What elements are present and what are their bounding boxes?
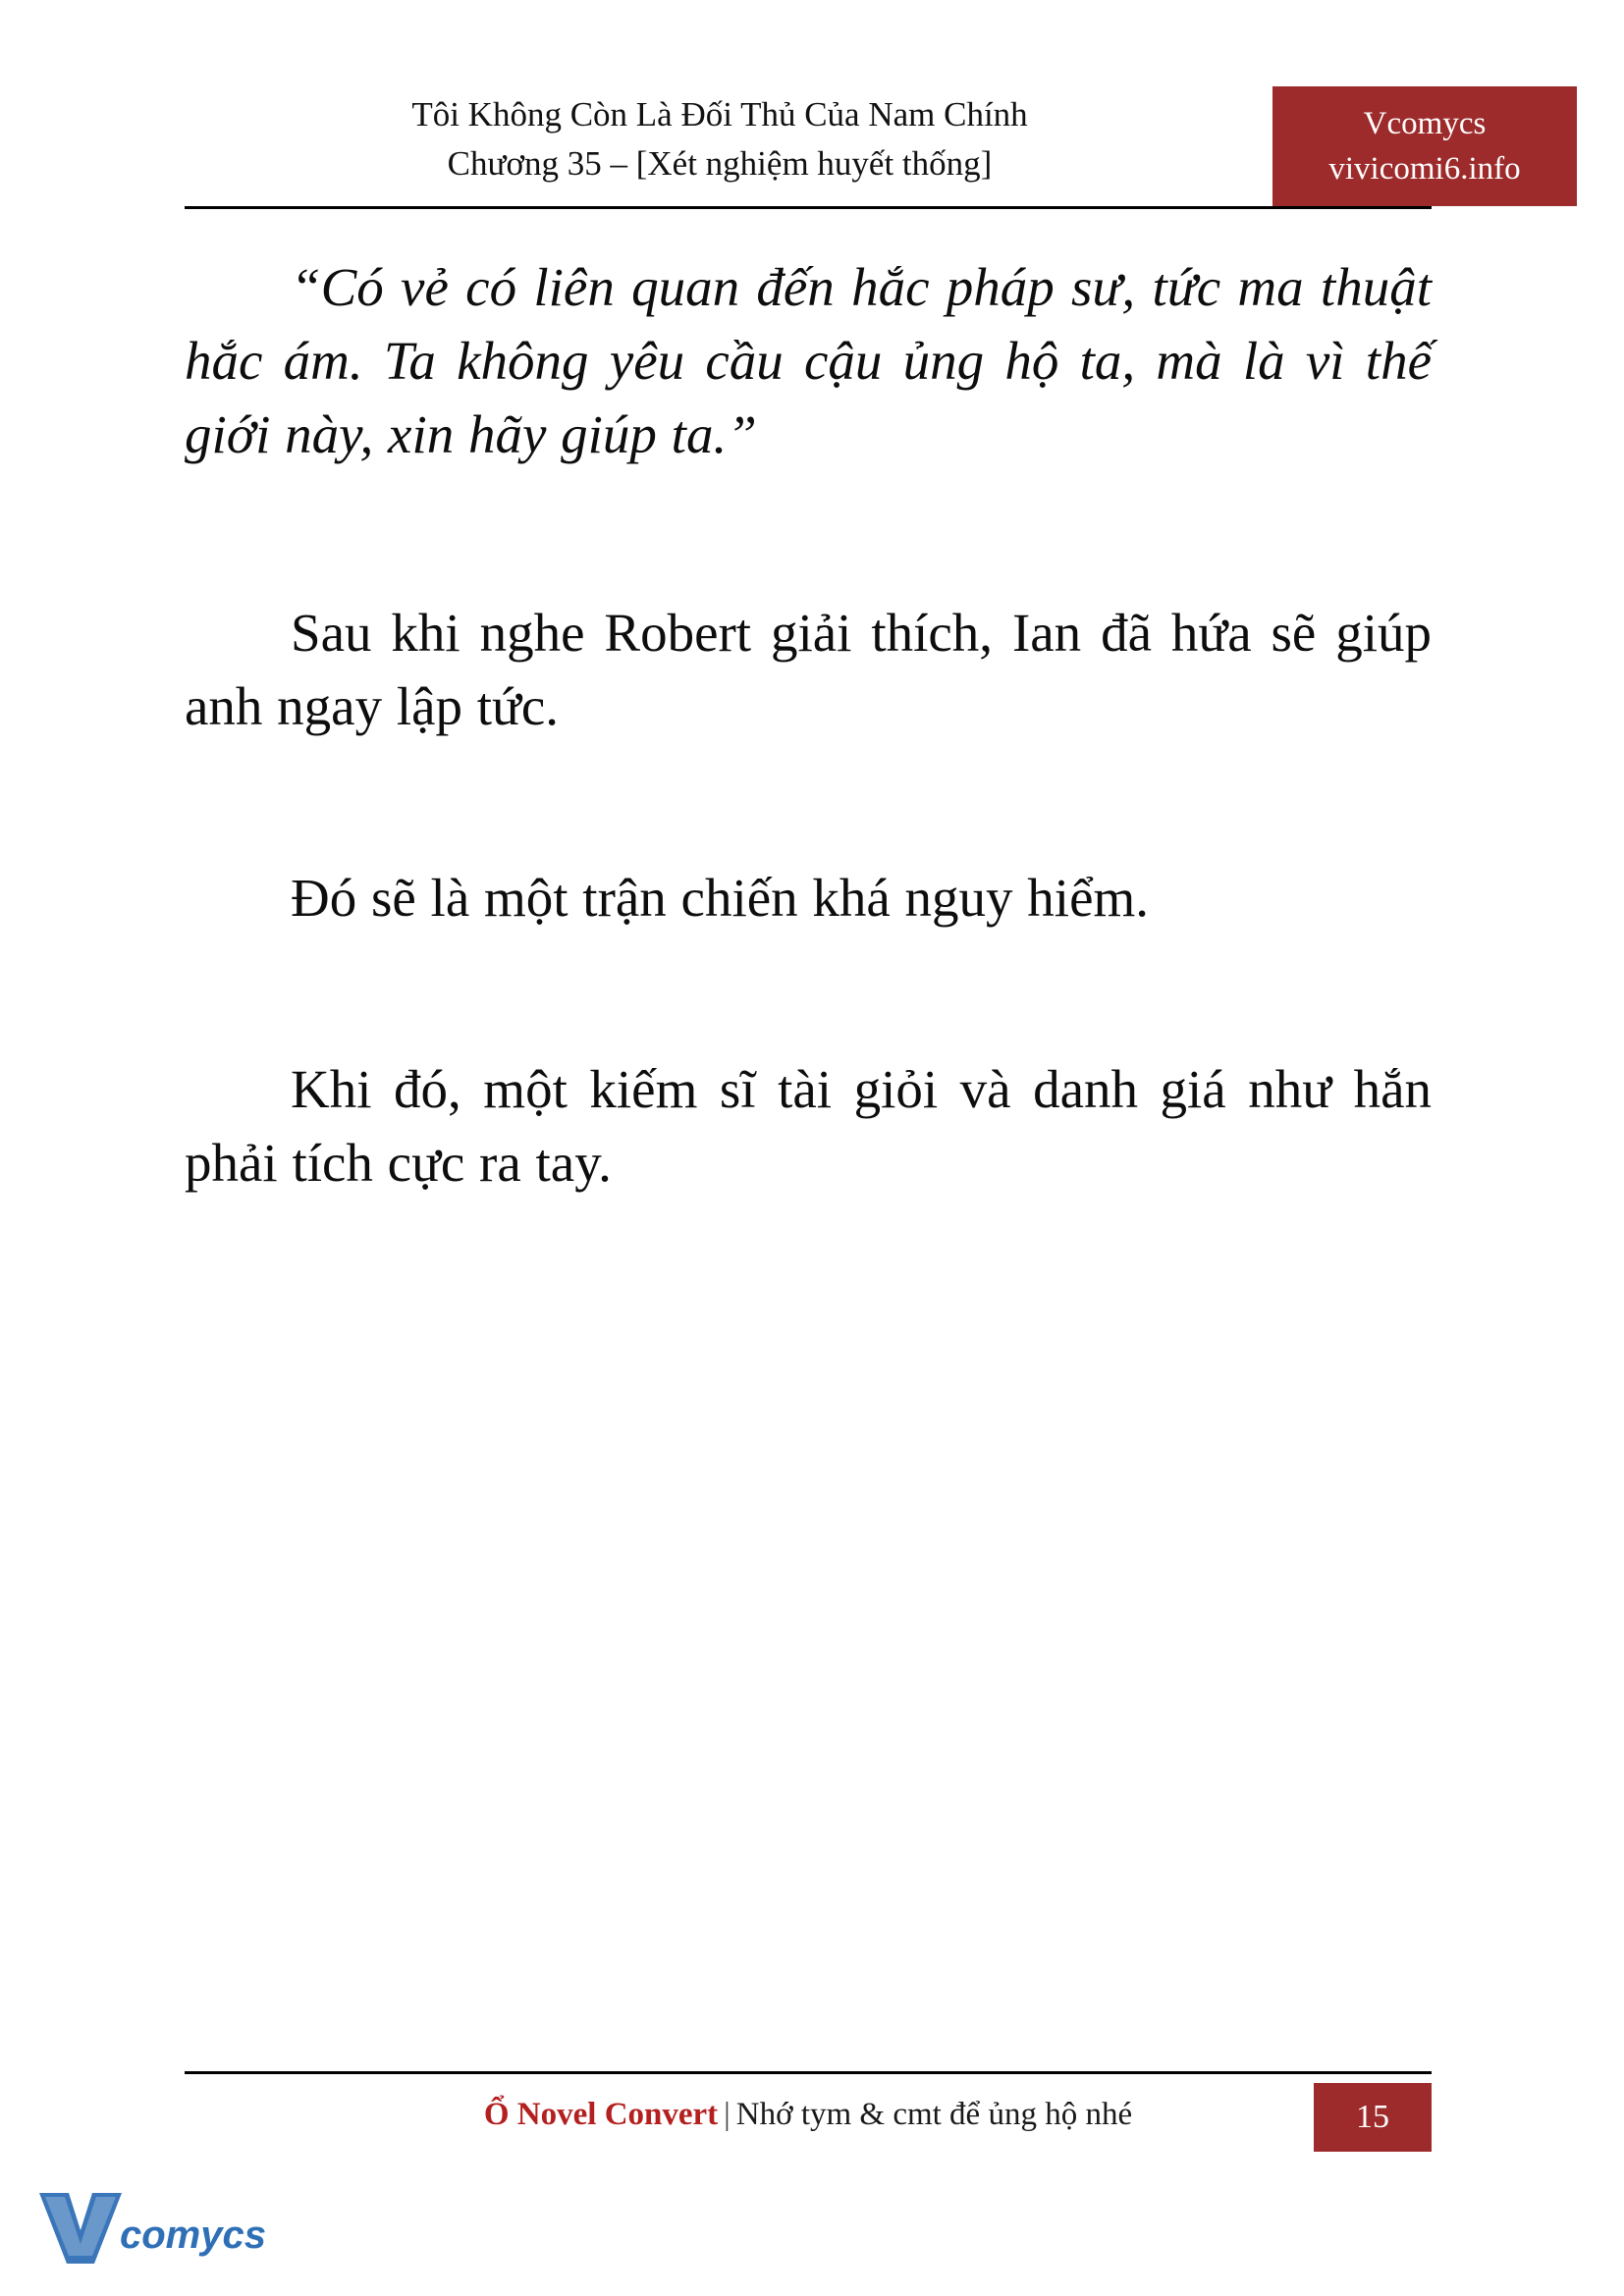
footer-content — [185, 2083, 1432, 2152]
header-chapter-line: Chương 35 – [Xét nghiệm huyết thống] — [447, 143, 993, 183]
page-body — [185, 251, 1432, 1262]
footer-note-row — [185, 2097, 1432, 2133]
svg-text:comycs: comycs — [120, 2214, 266, 2257]
footer-note: Nhớ tym & cmt để ủng hộ nhé — [735, 2097, 1133, 2132]
header-title — [185, 90, 1255, 187]
header-badge-url: vivicomi6.info — [1328, 150, 1521, 187]
page-footer — [185, 2071, 1432, 2160]
vcomycs-watermark-logo — [35, 2187, 271, 2271]
footer-brand: Ổ Novel Convert — [483, 2097, 719, 2132]
paragraph: Khi đó, một kiếm sĩ tài giỏi và danh giá như hắn phải tích cực ra tay. — [185, 1058, 1432, 1193]
header-badge-brand: Vcomycs — [1363, 106, 1487, 141]
footer-divider — [185, 2071, 1432, 2074]
header-site-badge — [1272, 86, 1577, 206]
paragraph: Đó sẽ là một trận chiến khá nguy hiểm. — [291, 867, 1150, 928]
page-header — [185, 90, 1521, 208]
footer-separator: | — [724, 2097, 731, 2132]
paragraph: Sau khi nghe Robert giải thích, Ian đã hứa sẽ giúp anh ngay lập tức. — [185, 603, 1432, 737]
header-title-line1: Tôi Không Còn Là Đối Thủ Của Nam Chính — [411, 95, 1028, 133]
header-divider — [185, 206, 1432, 209]
page-number: 15 — [1314, 2083, 1432, 2152]
paragraph-quote: “Có vẻ có liên quan đến hắc pháp sư, tức ma thuật hắc ám. Ta không yêu cầu cậu ủng hộ ta, mà là vì thế giới này, xin hãy giúp ta.” — [185, 257, 1432, 464]
